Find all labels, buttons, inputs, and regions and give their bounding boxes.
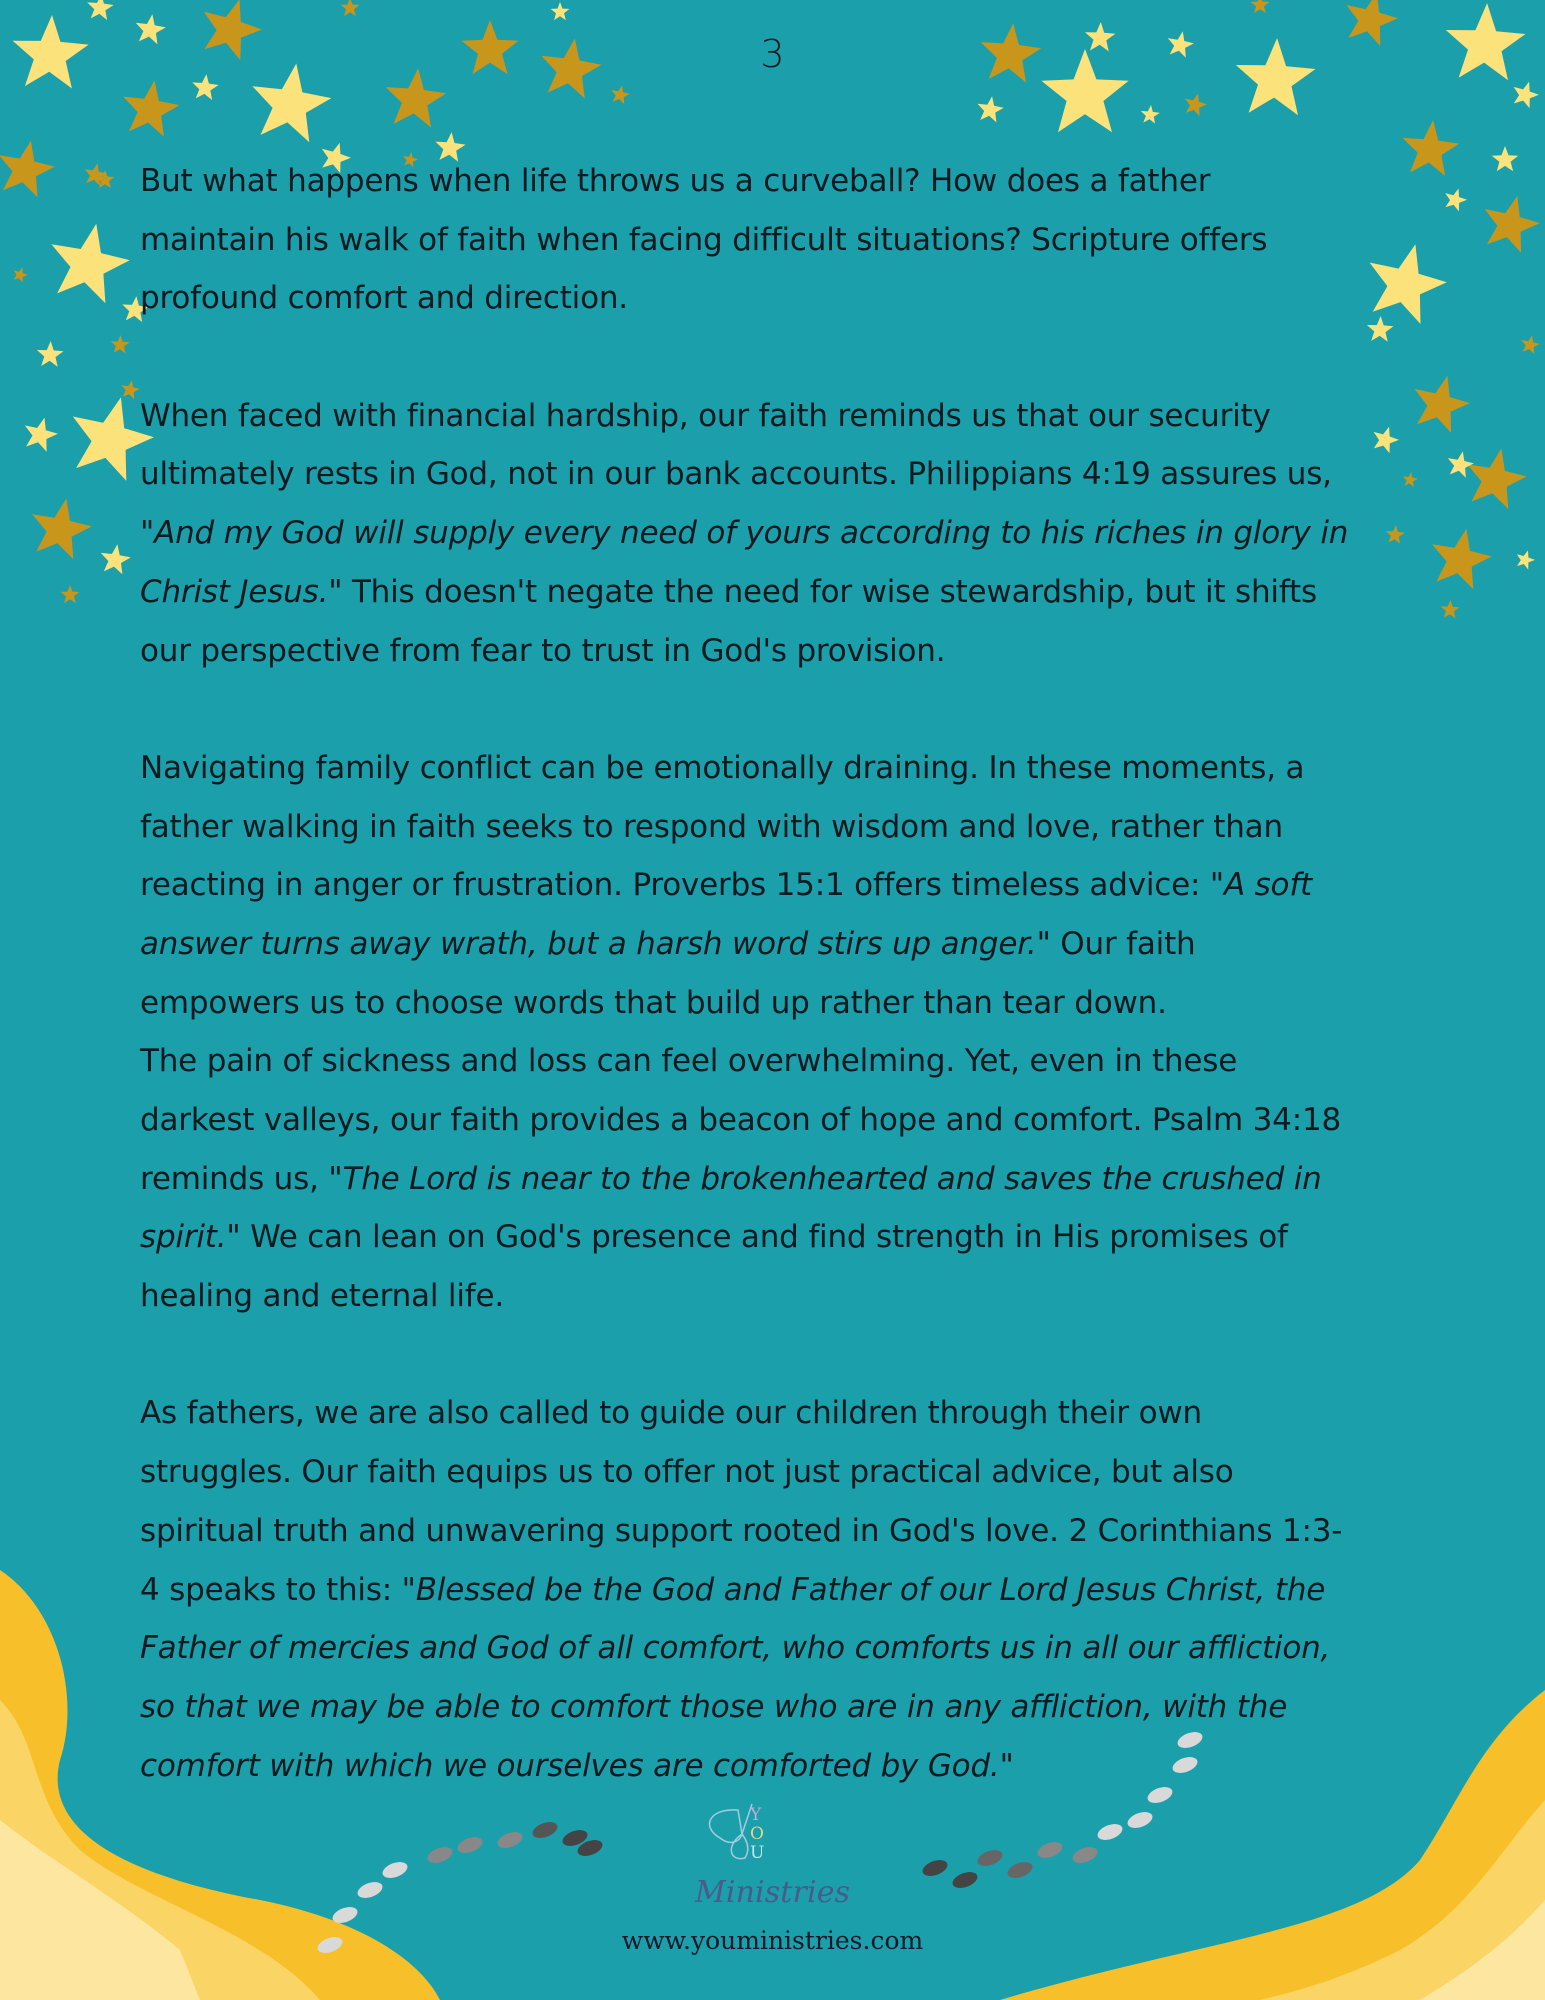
star-icon — [1251, 0, 1270, 13]
scripture-quote: spirit. — [140, 1219, 227, 1256]
star-icon — [32, 499, 92, 559]
star-icon — [0, 141, 55, 198]
text-line — [140, 1737, 1348, 1796]
text-line — [140, 1091, 1348, 1150]
star-icon — [1514, 82, 1539, 109]
star-icon — [1467, 449, 1527, 510]
text-line — [140, 1208, 1348, 1267]
text-line — [140, 798, 1348, 857]
star-icon — [341, 0, 360, 16]
footprint-icon — [455, 1834, 484, 1856]
text-line — [140, 1150, 1348, 1209]
star-icon — [551, 2, 570, 20]
text-segment: our perspective from fear to trust in God's provision. — [140, 632, 946, 669]
text-line — [140, 1032, 1348, 1091]
star-icon — [1445, 189, 1467, 212]
website-url[interactable]: www.youministries.com — [621, 1926, 924, 1955]
star-icon — [25, 418, 58, 452]
scripture-quote: Christ Jesus. — [140, 573, 329, 610]
star-icon — [1432, 529, 1492, 590]
text-line — [140, 1267, 1348, 1326]
star-icon — [1403, 472, 1418, 487]
logo-letter-o: O — [750, 1824, 764, 1844]
text-segment: As fathers, we are also called to guide our children through their own — [140, 1395, 1202, 1432]
text-line — [140, 1443, 1348, 1502]
star-icon — [1374, 427, 1399, 454]
footprint-icon — [1035, 1839, 1064, 1861]
blank-line — [140, 680, 1348, 739]
text-segment: " This doesn't negate the need for wise stewardship, but it shifts — [328, 573, 1317, 610]
star-icon — [1370, 244, 1447, 324]
text-line — [140, 211, 1348, 270]
scripture-quote: Blessed be the God and Father of our Lord Jesus Christ, the — [415, 1571, 1326, 1608]
star-icon — [386, 68, 447, 127]
text-segment: The pain of sickness and loss can feel overwhelming. Yet, even in these — [140, 1043, 1238, 1080]
star-icon — [1441, 600, 1460, 618]
butterfly-icon — [710, 1804, 752, 1859]
text-segment: " — [140, 515, 155, 552]
text-line — [140, 622, 1348, 681]
star-icon — [14, 267, 29, 282]
footprint-icon — [530, 1819, 559, 1841]
scripture-quote: And my God will supply every need of yours according to his riches in glory in — [154, 515, 1349, 552]
you-ministries-logo — [690, 1802, 860, 1920]
text-segment: healing and eternal life. — [140, 1278, 504, 1315]
star-icon — [1492, 146, 1519, 171]
footprint-icon — [495, 1829, 524, 1851]
text-segment: When faced with financial hardship, our faith reminds us that our security — [140, 397, 1271, 434]
text-segment: struggles. Our faith equips us to offer not just practical advice, but also — [140, 1454, 1234, 1491]
footprint-icon — [1125, 1809, 1154, 1831]
scripture-quote: answer turns away wrath, but a harsh word stirs up anger. — [140, 925, 1037, 962]
text-line — [140, 1678, 1348, 1737]
footprint-icon — [1005, 1859, 1034, 1881]
scripture-quote: so that we may be able to comfort those who are in any affliction, with the — [140, 1688, 1288, 1725]
star-icon — [111, 335, 130, 353]
star-icon — [978, 96, 1004, 122]
footprint-icon — [380, 1859, 409, 1881]
text-line — [140, 445, 1348, 504]
star-icon — [37, 341, 64, 367]
star-icon — [1141, 105, 1160, 124]
text-segment: " Our faith — [1036, 925, 1196, 962]
star-icon — [1185, 93, 1207, 116]
text-segment: 4 speaks to this: " — [140, 1571, 416, 1608]
star-icon — [61, 585, 80, 603]
text-segment: " We can lean on God's presence and find strength in His promises of — [226, 1219, 1288, 1256]
footprint-icon — [975, 1847, 1004, 1869]
scripture-quote: The Lord is near to the brokenhearted and saves the crushed in — [342, 1160, 1322, 1197]
scripture-quote: Father of mercies and God of all comfort, who comforts us in all our affliction, — [140, 1630, 1331, 1667]
text-segment: reminds us, " — [140, 1160, 343, 1197]
star-icon — [121, 380, 140, 399]
star-icon — [51, 224, 129, 303]
text-line — [140, 152, 1348, 211]
text-line — [140, 974, 1348, 1033]
text-line — [140, 1502, 1348, 1561]
text-line — [140, 739, 1348, 798]
text-segment: " — [999, 1747, 1014, 1784]
star-icon — [1415, 376, 1470, 433]
star-icon — [1448, 451, 1474, 477]
footprint-icon — [920, 1857, 949, 1879]
text-segment: ultimately rests in God, not in our bank accounts. Philippians 4:19 assures us, — [140, 456, 1332, 493]
blank-line — [140, 328, 1348, 387]
star-icon — [1485, 196, 1540, 253]
page-number: 3 — [760, 32, 785, 76]
text-line — [140, 504, 1348, 563]
footprint-icon — [1070, 1844, 1099, 1866]
body-text — [140, 152, 1348, 1795]
text-segment: Navigating family conflict can be emotionally draining. In these moments, a — [140, 749, 1305, 786]
text-segment: spiritual truth and unwavering support rooted in God's love. 2 Corinthians 1:3- — [140, 1512, 1343, 1549]
text-segment: profound comfort and direction. — [140, 280, 628, 317]
text-line — [140, 1619, 1348, 1678]
text-segment: maintain his walk of faith when facing difficult situations? Scripture offers — [140, 221, 1268, 258]
star-icon — [1521, 335, 1540, 354]
blank-line — [140, 1326, 1348, 1385]
scripture-quote: comfort with which we ourselves are comforted by God. — [140, 1747, 1000, 1784]
footprint-icon — [355, 1879, 384, 1901]
footprint-icon — [425, 1844, 454, 1866]
text-segment: empowers us to choose words that build up rather than tear down. — [140, 984, 1167, 1021]
star-icon — [101, 544, 131, 574]
star-icon — [1386, 525, 1405, 544]
star-icon — [1367, 316, 1394, 342]
text-line — [140, 563, 1348, 622]
star-icon — [1403, 120, 1460, 176]
text-line — [140, 915, 1348, 974]
text-line — [140, 387, 1348, 446]
text-segment: reacting in anger or frustration. Proverbs 15:1 offers timeless advice: " — [140, 867, 1224, 904]
logo-letter-u: U — [750, 1843, 765, 1863]
footprint-icon — [950, 1869, 979, 1891]
text-segment: darkest valleys, our faith provides a beacon of hope and comfort. Psalm 34:18 — [140, 1102, 1341, 1138]
star-icon — [123, 80, 179, 136]
star-icon — [87, 0, 114, 20]
star-icon — [192, 74, 219, 100]
text-segment: father walking in faith seeks to respond with wisdom and love, rather than — [140, 808, 1283, 845]
text-segment: But what happens when life throws us a curveball? How does a father — [140, 163, 1211, 199]
star-icon — [1517, 550, 1535, 569]
text-line — [140, 856, 1348, 915]
scripture-quote: A soft — [1223, 867, 1312, 904]
logo-script: Ministries — [695, 1875, 850, 1910]
text-line — [140, 1384, 1348, 1443]
footprint-icon — [1095, 1821, 1124, 1843]
text-line — [140, 1561, 1348, 1620]
text-line — [140, 269, 1348, 328]
star-icon — [611, 85, 630, 104]
logo-letter-y: Y — [750, 1805, 762, 1825]
